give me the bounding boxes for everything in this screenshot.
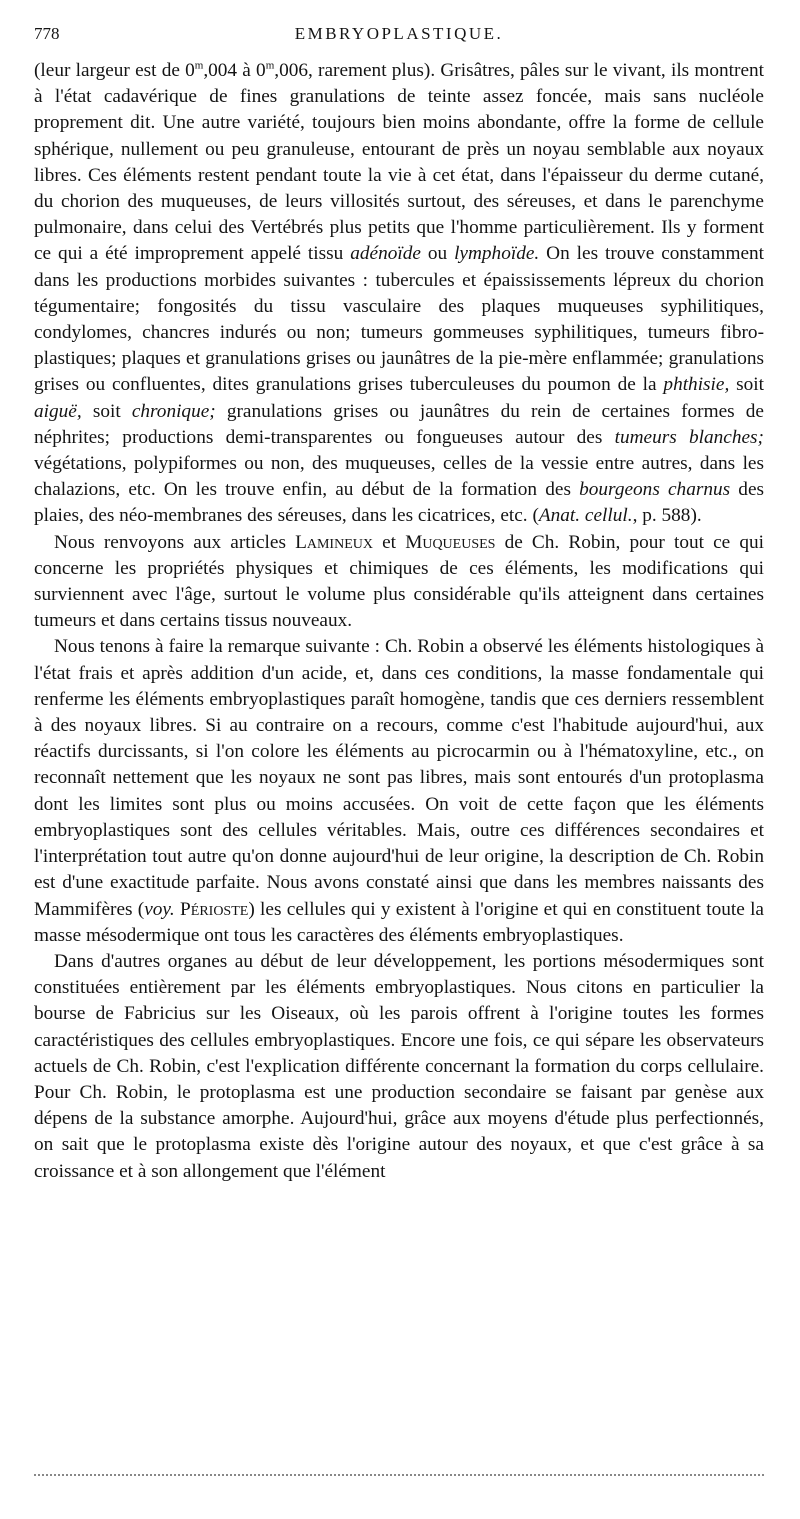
text-span: végétations, polypiformes ou non, des muqueuses, celles de la vessie entre autres, dans les chalazions, etc. On les trouve enfin, au début de la formation des bbox=[34, 453, 764, 501]
italic-reference: Anat. cellul. bbox=[538, 505, 633, 527]
text-span: Nous renvoyons aux articles bbox=[54, 531, 296, 553]
article-reference: Périoste bbox=[180, 898, 249, 920]
italic-term: chronique; bbox=[131, 400, 216, 422]
text-span: granulations grises ou jaunâtres du rein de certaines formes de néphrites; productions demi-transparentes ou fongueuses autour des bbox=[34, 400, 764, 448]
article-reference: Muqueuses bbox=[405, 531, 496, 553]
italic-term: voy. bbox=[144, 898, 175, 920]
paragraph-3 bbox=[34, 634, 764, 948]
text-span: ,006, rarement plus). Grisâtres, pâles sur le vivant, ils montrent à l'état cadavérique de fines granulations de teinte assez foncée, mais sans nucléole proprement dit. Une autre variété, toujours bien moins abondante, offre la forme de cellule sphérique, nullement ou peu granuleuse, entourant de près un noyau semblable aux noyaux libres. Ces éléments restent pendant toute la vie à cet état, dans l'épaisseur du derme cutané, du chorion des muqueuses, de leurs villosités surtout, des séreuses, et dans le parenchyme pulmonaire, dans celui des Vertébrés plus petits que l'homme particulièrement. Ils y forment ce qui a été improprement appelé tissu bbox=[34, 60, 765, 265]
text-span: soit bbox=[729, 374, 764, 396]
text-span: On les trouve constamment dans les productions morbides suivantes : tubercules et épaississements lépreux du chorion tégumentaire; fongosités du tissu vasculaire des plaques muqueuses syphilitiques, condylomes, chancres indurés ou non; tumeurs gommeuses syphilitiques, tumeurs fibro-plastiques; plaques et granulations grises ou jaunâtres de la pie-mère enflammée; granulations grises ou confluentes, dites granulations grises tuberculeuses du poumon de la bbox=[34, 243, 765, 396]
text-span: Dans d'autres organes au début de leur développement, les portions mésodermiques sont constituées entièrement par les éléments embryoplastiques. Nous citons en particulier la bourse de Fabricius sur les Oiseaux, où les parois offrent à l'origine toutes les formes caractéristiques des cellules embryoplastiques. Encore une fois, ce qui sépare les observateurs actuels de Ch. Robin, c'est l'explication différente concernant la formation du corps cellulaire. Pour Ch. Robin, le protoplasma est une production secondaire se faisant par genèse aux dépens de la substance amorphe. Aujourd'hui, grâce aux moyens d'étude plus perfectionnés, on sait que le protoplasma existe dès l'origine autour des noyaux, et que c'est grâce à sa croissance et à son allongement que l'élément bbox=[34, 950, 764, 1182]
text-span: ) les cellules qui y existent à l'origine et qui en constituent toute la masse mésodermique ont tous les caractères des éléments embryoplastiques. bbox=[34, 898, 764, 946]
text-span: Nous tenons à faire la remarque suivante : Ch. Robin a observé les éléments histologiques à l'état frais et après addition d'un acide, et, dans ces conditions, la masse fondamentale qui renferme les éléments embryoplastiques paraît homogène, tandis que ces derniers ressemblent à des noyaux libres. Si au contraire on a recours, comme c'est l'habitude aujourd'hui, aux réactifs durcissants, si l'on colore les éléments au picrocarmin ou à l'hématoxyline, etc., on reconnaît nettement que les noyaux ne sont pas libres, mais sont entourés d'un protoplasma dont les limites sont plus ou moins accusées. On voit de cette façon que les éléments embryoplastiques sont des cellules véritables. Mais, outre ces différences secondaires et l'interprétation tout autre qu'on donne aujourd'hui de leur origine, la description de Ch. Robin est d'une exactitude parfaite. Nous avons constaté ainsi que dans les membres naissants des Mammifères ( bbox=[34, 636, 764, 920]
text-span: ,004 à 0 bbox=[203, 60, 266, 81]
text-span: , p. 588). bbox=[632, 505, 702, 527]
superscript: m bbox=[194, 59, 204, 72]
italic-term: lymphoïde. bbox=[454, 243, 540, 265]
article-reference: Lamineux bbox=[295, 531, 373, 553]
italic-term: phthisie, bbox=[663, 374, 730, 396]
paragraph-4 bbox=[34, 949, 764, 1185]
paragraph-2 bbox=[34, 530, 764, 635]
italic-term: tumeurs blanches; bbox=[614, 426, 764, 448]
text-span: soit bbox=[81, 400, 132, 422]
superscript: m bbox=[265, 59, 275, 72]
running-title: EMBRYOPLASTIQUE. bbox=[294, 24, 504, 43]
text-span: et bbox=[372, 531, 406, 553]
italic-term: adénoïde bbox=[350, 243, 421, 265]
paragraph-1 bbox=[34, 58, 764, 530]
footer-dotted-rule bbox=[34, 1474, 764, 1476]
body-text bbox=[34, 58, 764, 1185]
italic-term: bourgeons charnus bbox=[579, 479, 731, 501]
text-span: (leur largeur est de 0 bbox=[34, 60, 195, 81]
running-header bbox=[34, 24, 764, 58]
text-span: ou bbox=[420, 243, 455, 265]
text-span: de Ch. Robin, pour tout ce qui concerne les propriétés physiques et chimiques de ces éléments, les modifications qui surviennent avec l'âge, surtout le volume plus considérable qu'ils atteignent dans certaines tumeurs et dans certains tissus nouveaux. bbox=[34, 531, 764, 632]
page bbox=[34, 24, 764, 1185]
text-span: des plaies, des néo-membranes des séreuses, dans les cicatrices, etc. ( bbox=[34, 479, 765, 527]
page-number: 778 bbox=[34, 24, 60, 43]
italic-term: aiguë, bbox=[34, 400, 82, 422]
